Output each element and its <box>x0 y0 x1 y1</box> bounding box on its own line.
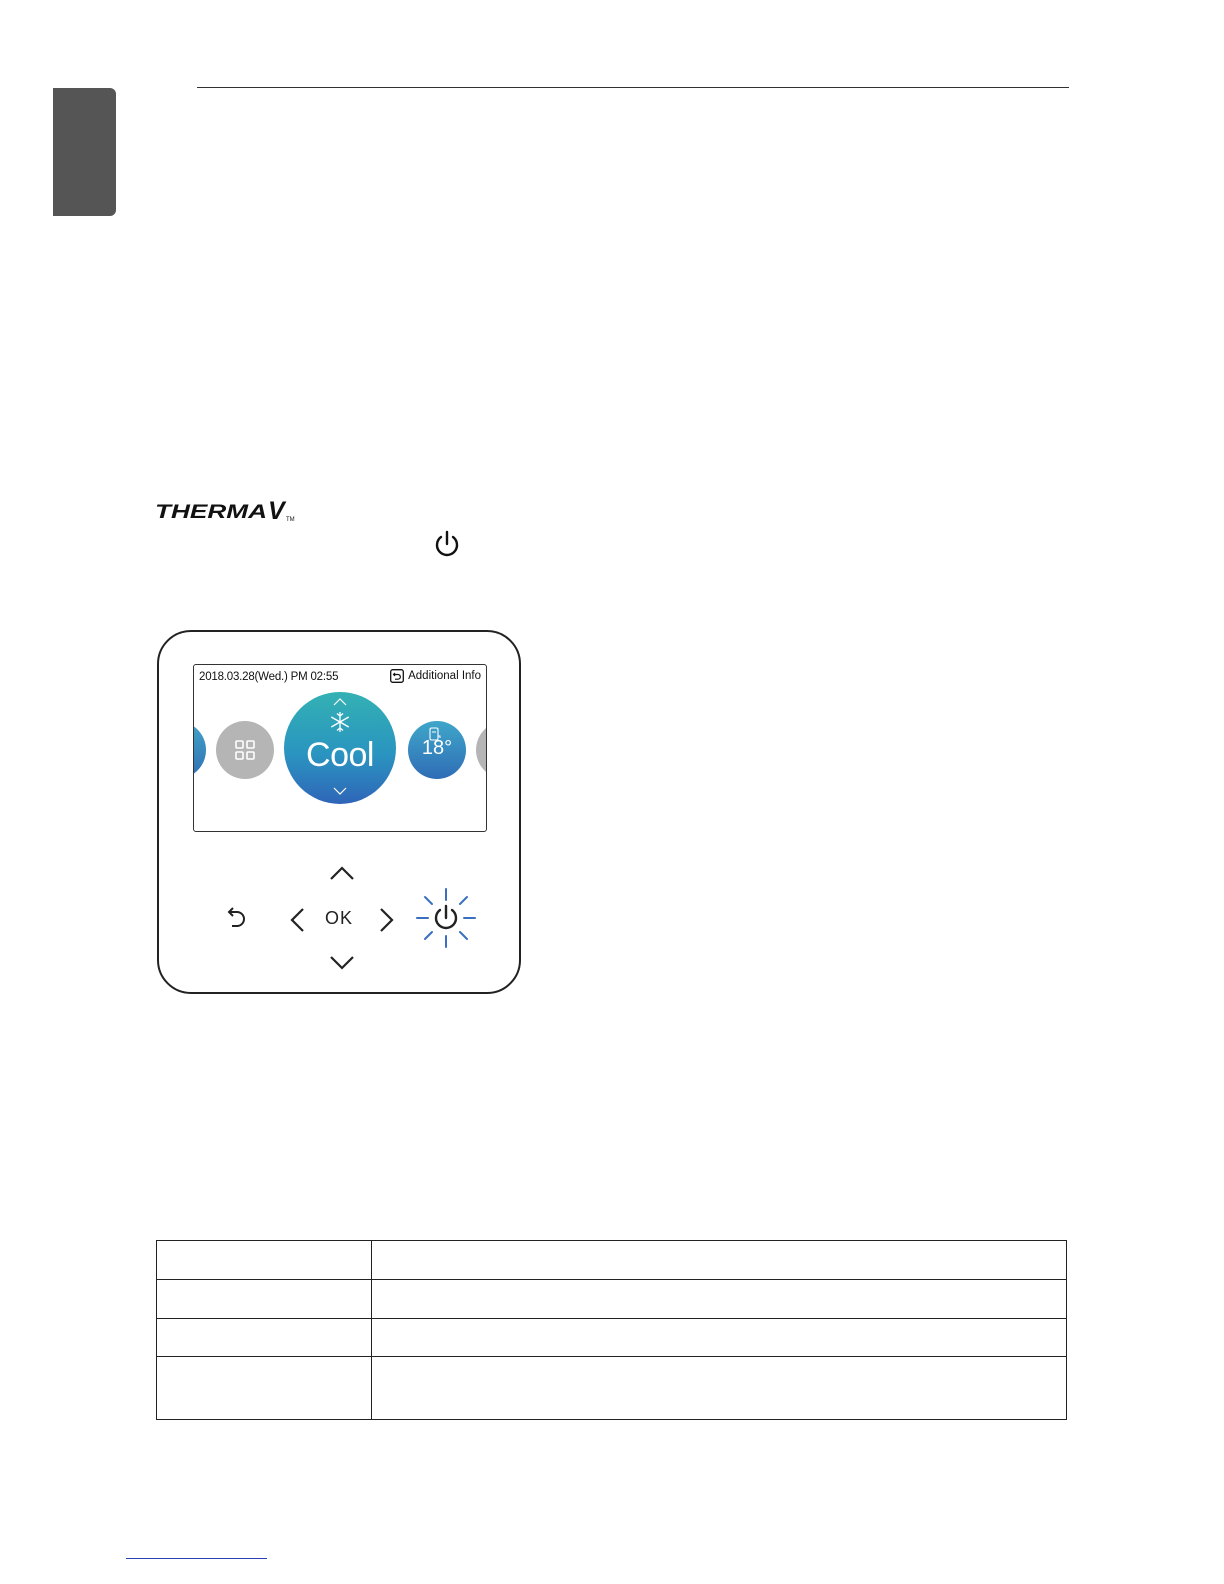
additional-info[interactable] <box>390 669 481 683</box>
remote-controller <box>157 630 521 994</box>
table-row <box>157 1241 1067 1280</box>
power-glow-icon <box>415 887 477 949</box>
mode-label: Cool <box>306 736 374 774</box>
snowflake-icon <box>329 711 351 733</box>
table-cell <box>157 1241 372 1280</box>
table-cell <box>157 1319 372 1357</box>
power-button[interactable] <box>415 887 477 949</box>
svg-text:V: V <box>268 497 285 523</box>
chevron-up-icon <box>329 865 355 881</box>
table-cell <box>157 1357 372 1420</box>
function-table <box>156 1240 1067 1420</box>
back-icon <box>227 906 249 932</box>
table-cell <box>372 1280 1067 1319</box>
controller-screen <box>193 664 487 832</box>
down-button[interactable] <box>329 955 355 971</box>
chevron-right-icon <box>379 907 395 933</box>
return-icon <box>390 669 404 683</box>
back-button[interactable] <box>227 906 249 932</box>
date-time: 2018.03.28(Wed.) PM 02:55 <box>199 671 339 683</box>
menu-bubble[interactable] <box>216 721 274 779</box>
mode-bubble-next[interactable] <box>476 721 487 779</box>
table-row <box>157 1280 1067 1319</box>
right-button[interactable] <box>379 907 395 933</box>
table-row <box>157 1357 1067 1420</box>
chevron-down-icon <box>329 955 355 971</box>
ok-button[interactable]: OK <box>325 908 354 928</box>
table-row <box>157 1319 1067 1357</box>
grid-menu-icon <box>235 740 255 760</box>
left-button[interactable] <box>289 907 305 933</box>
chevron-left-icon <box>289 907 305 933</box>
water-temp-value: 18° <box>421 737 453 759</box>
chevron-up-icon <box>332 697 348 707</box>
svg-text:TM: TM <box>286 517 295 523</box>
mode-bubble-previous[interactable] <box>193 721 206 779</box>
additional-info-label: Additional Info <box>408 670 481 682</box>
water-temp-bubble[interactable] <box>408 721 466 779</box>
chapter-tab <box>53 88 116 216</box>
table-cell <box>372 1319 1067 1357</box>
footer-link-underline[interactable] <box>126 1558 267 1559</box>
svg-text:THERMA: THERMA <box>155 502 267 523</box>
table-cell <box>372 1241 1067 1280</box>
therma-v-logo <box>155 497 300 523</box>
table-cell <box>372 1357 1067 1420</box>
up-button[interactable] <box>329 865 355 881</box>
table-cell <box>157 1280 372 1319</box>
power-icon <box>433 529 461 559</box>
header-rule <box>197 87 1069 88</box>
chevron-down-icon <box>332 786 348 796</box>
mode-bubble-cool[interactable] <box>284 692 396 804</box>
